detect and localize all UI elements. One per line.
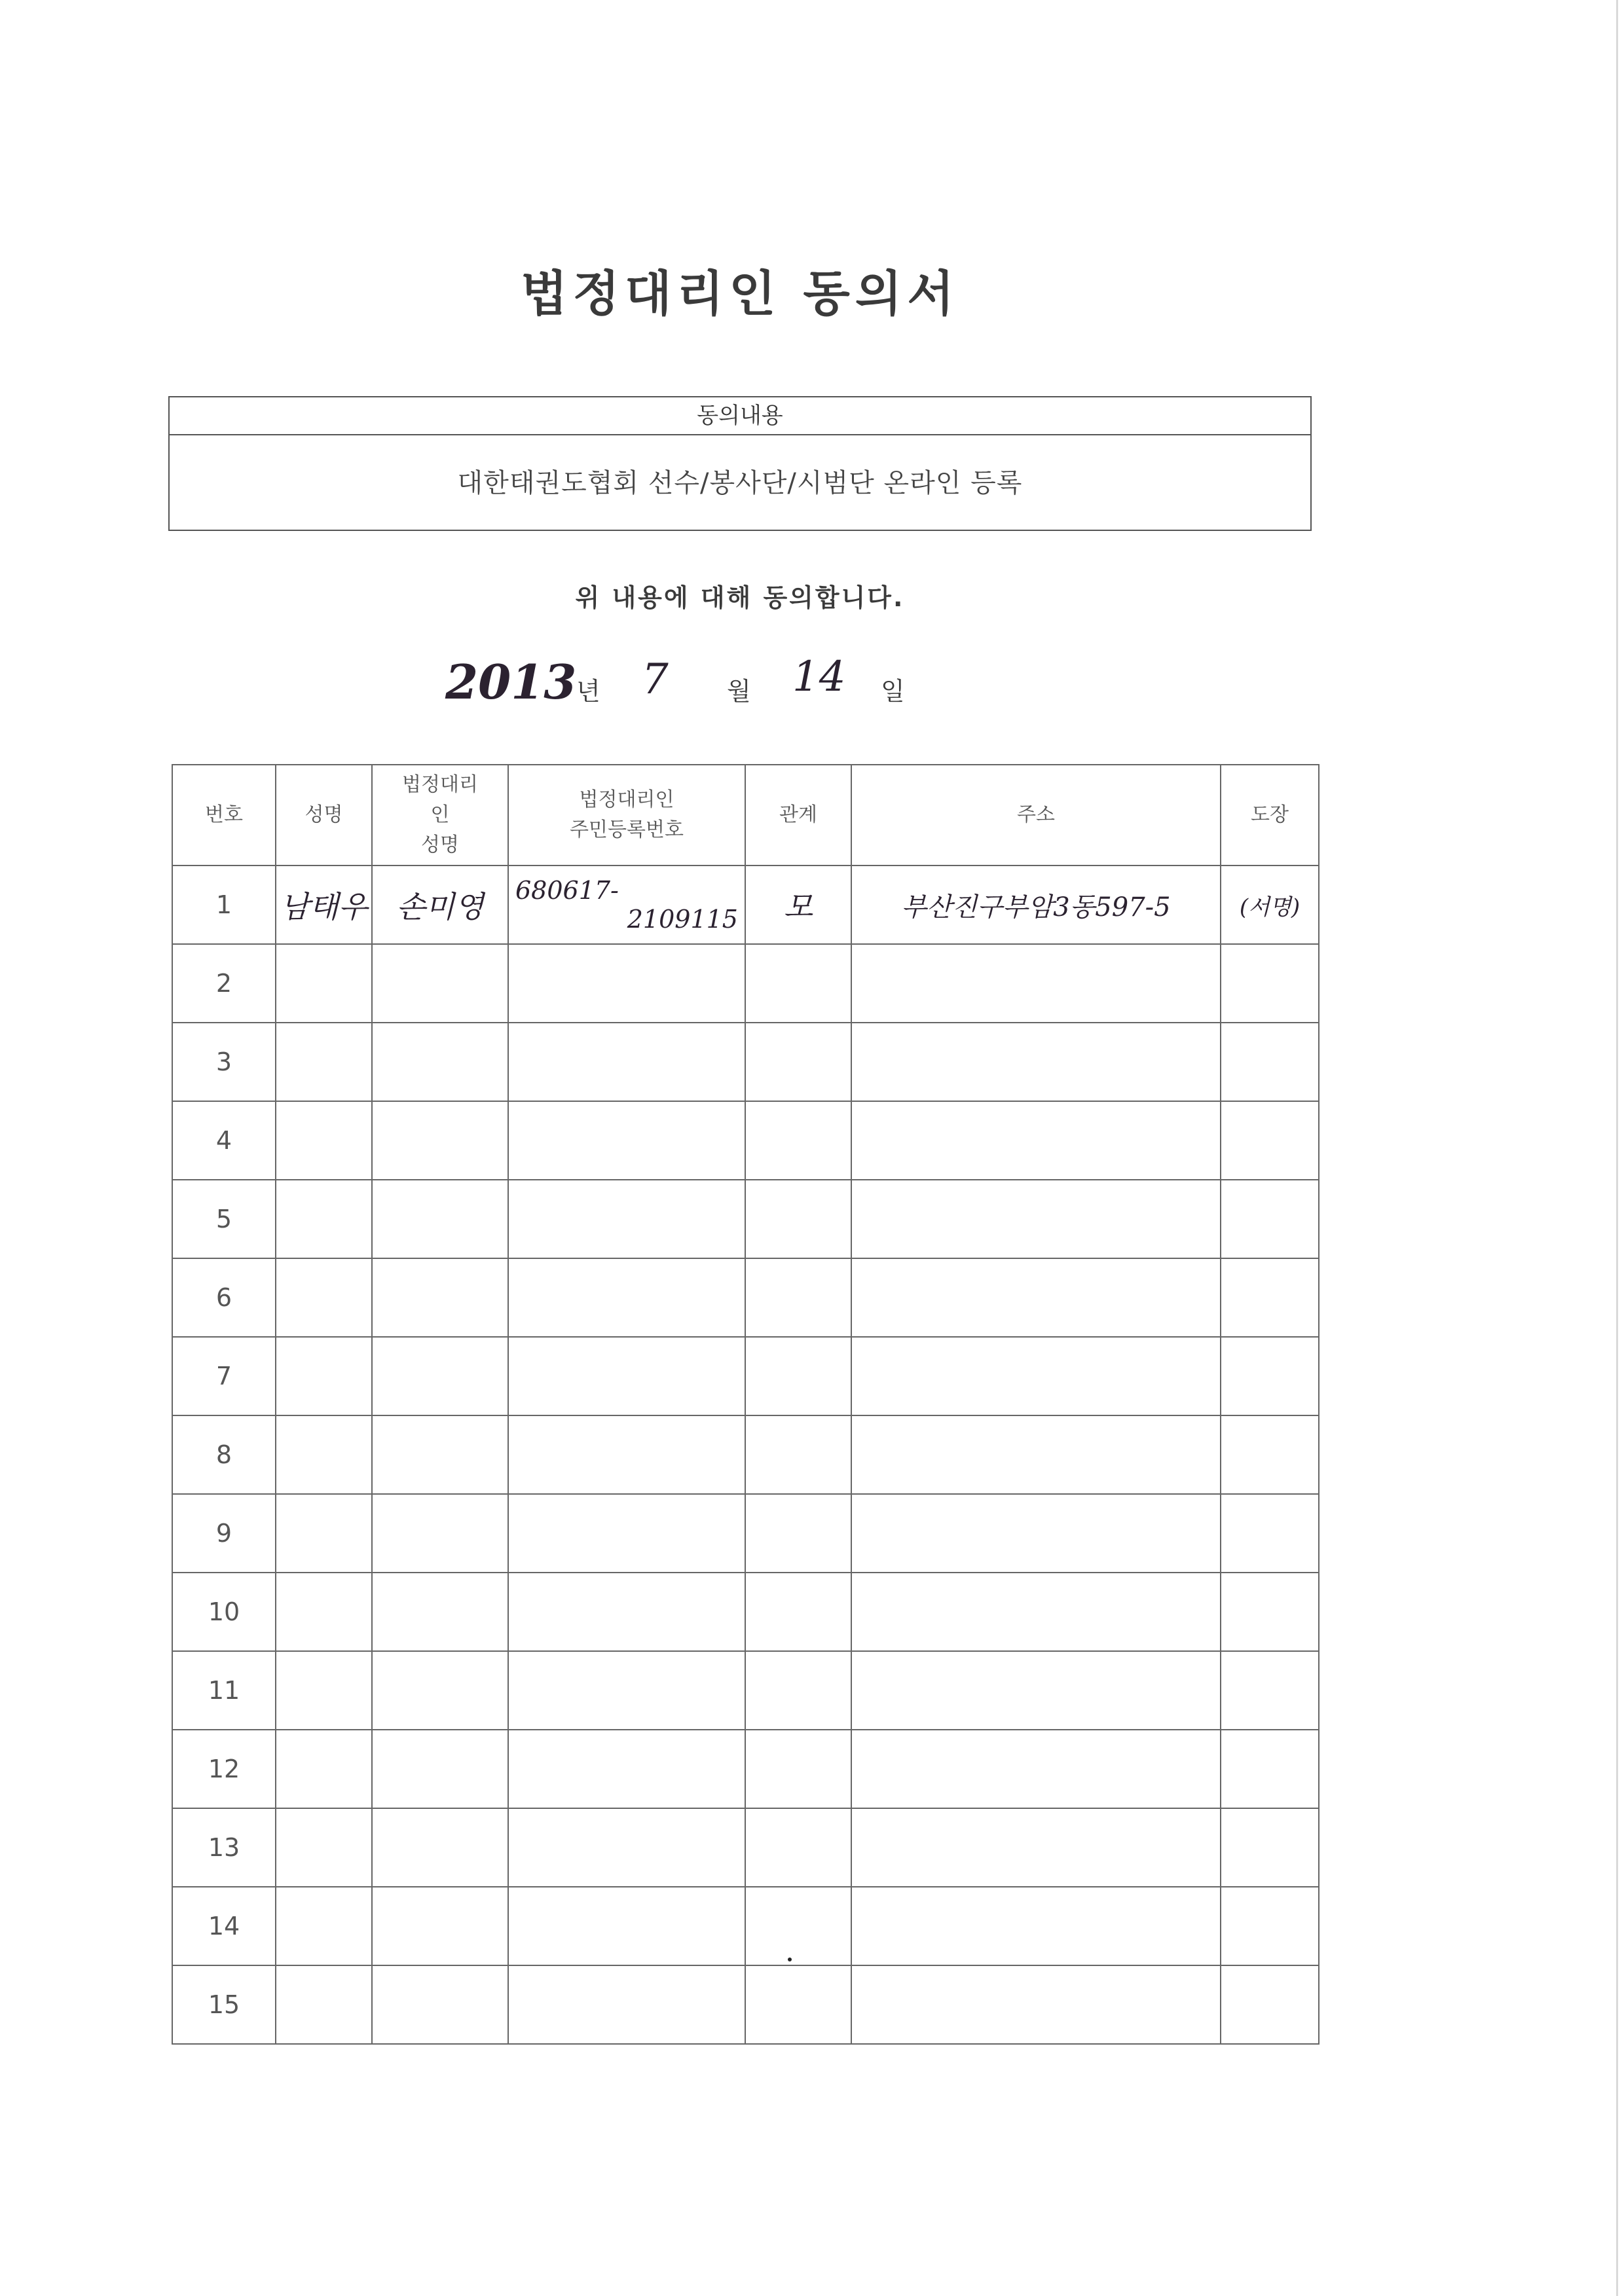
cell-guardian-name	[372, 1808, 508, 1887]
cell-relation	[745, 1258, 851, 1337]
cell-guardian-id	[508, 866, 745, 944]
cell-number: 12	[172, 1730, 276, 1808]
cell-address	[851, 1965, 1221, 2044]
header-guardian-name-line2: 인	[430, 803, 450, 826]
cell-number: 14	[172, 1887, 276, 1965]
cell-name-value: 남태우	[280, 889, 368, 924]
table-row	[172, 1337, 1319, 1415]
cell-number: 6	[172, 1258, 276, 1337]
cell-number: 11	[172, 1651, 276, 1730]
header-guardian-name-line3: 성명	[421, 833, 459, 856]
table-row	[172, 1258, 1319, 1337]
cell-guardian-id	[508, 1730, 745, 1808]
cell-guardian-id	[508, 1180, 745, 1258]
cell-guardian-id	[508, 1573, 745, 1651]
cell-guardian-id	[508, 1887, 745, 1965]
cell-guardian-id	[508, 1808, 745, 1887]
cell-number: 3	[172, 1023, 276, 1101]
cell-address	[851, 1023, 1221, 1101]
cell-guardian-name	[372, 1730, 508, 1808]
date-day-label: 일	[881, 677, 905, 706]
cell-relation	[745, 1023, 851, 1101]
cell-guardian-name	[372, 1651, 508, 1730]
cell-seal	[1221, 1808, 1319, 1887]
cell-guardian-name	[372, 1965, 508, 2044]
cell-address	[851, 1651, 1221, 1730]
cell-number: 7	[172, 1337, 276, 1415]
cell-address	[851, 1808, 1221, 1887]
cell-name	[276, 1887, 372, 1965]
cell-seal	[1221, 1258, 1319, 1337]
table-row	[172, 1101, 1319, 1180]
cell-guardian-id	[508, 1337, 745, 1415]
cell-guardian-name	[372, 1337, 508, 1415]
cell-guardian-name	[372, 1101, 508, 1180]
cell-guardian-id	[508, 944, 745, 1023]
cell-relation	[745, 1180, 851, 1258]
cell-guardian-id	[508, 1651, 745, 1730]
table-row	[172, 1887, 1319, 1965]
cell-address	[851, 1494, 1221, 1573]
cell-guardian-id	[508, 1258, 745, 1337]
cell-guardian-name	[372, 1180, 508, 1258]
cell-address	[851, 1415, 1221, 1494]
page-edge	[1616, 0, 1618, 2296]
header-guardian-id	[508, 765, 745, 866]
table-row	[172, 1180, 1319, 1258]
cell-number: 1	[172, 866, 276, 944]
cell-number: 2	[172, 944, 276, 1023]
consent-header: 동의내용	[170, 397, 1310, 435]
cell-name	[276, 1101, 372, 1180]
cell-guardian-name	[372, 866, 508, 944]
cell-relation	[745, 1808, 851, 1887]
agreement-text: 위 내용에 대해 동의합니다.	[575, 583, 905, 612]
cell-guardian-name	[372, 1258, 508, 1337]
cell-name	[276, 1573, 372, 1651]
table-row	[172, 1965, 1319, 2044]
cell-number: 13	[172, 1808, 276, 1887]
table-row	[172, 944, 1319, 1023]
cell-seal	[1221, 944, 1319, 1023]
cell-guardian-name-value: 손미영	[396, 889, 484, 924]
cell-address-value: 부산진구부암3동597-5	[901, 892, 1171, 922]
cell-address	[851, 1258, 1221, 1337]
document-title: 법정대리인 동의서	[521, 266, 959, 322]
cell-address	[851, 866, 1221, 944]
cell-relation	[745, 1730, 851, 1808]
cell-guardian-name	[372, 1494, 508, 1573]
cell-guardian-name	[372, 944, 508, 1023]
cell-seal	[1221, 1101, 1319, 1180]
cell-address	[851, 1101, 1221, 1180]
cell-relation	[745, 1965, 851, 2044]
cell-relation-value: 모	[783, 889, 813, 924]
cell-seal	[1221, 1023, 1319, 1101]
table-header-row	[172, 765, 1319, 866]
cell-relation	[745, 866, 851, 944]
header-relation: 관계	[745, 765, 851, 866]
cell-address	[851, 944, 1221, 1023]
cell-name	[276, 1258, 372, 1337]
table-row	[172, 1730, 1319, 1808]
cell-relation	[745, 1337, 851, 1415]
cell-seal	[1221, 1494, 1319, 1573]
cell-address	[851, 1730, 1221, 1808]
cell-name	[276, 1415, 372, 1494]
cell-seal	[1221, 1180, 1319, 1258]
cell-guardian-name	[372, 1415, 508, 1494]
date-day-value: 14	[792, 653, 846, 701]
table-row	[172, 1415, 1319, 1494]
cell-address	[851, 1337, 1221, 1415]
cell-number: 9	[172, 1494, 276, 1573]
cell-name	[276, 1808, 372, 1887]
cell-guardian-id	[508, 1494, 745, 1573]
cell-relation	[745, 1651, 851, 1730]
date-year-label: 년	[576, 677, 600, 706]
cell-guardian-name	[372, 1573, 508, 1651]
table-row	[172, 1808, 1319, 1887]
cell-number: 5	[172, 1180, 276, 1258]
header-address: 주소	[851, 765, 1221, 866]
cell-relation	[745, 944, 851, 1023]
ink-speck	[788, 1958, 792, 1961]
cell-address	[851, 1573, 1221, 1651]
cell-relation	[745, 1887, 851, 1965]
cell-seal	[1221, 1651, 1319, 1730]
date-month-label: 월	[727, 677, 751, 706]
consent-box	[168, 396, 1312, 531]
consent-content: 대한태권도협회 선수/봉사단/시범단 온라인 등록	[457, 468, 1023, 498]
header-guardian-id-line2: 주민등록번호	[570, 818, 684, 841]
cell-name	[276, 1180, 372, 1258]
cell-name	[276, 944, 372, 1023]
date-month-value: 7	[642, 655, 669, 704]
cell-guardian-id	[508, 1101, 745, 1180]
cell-name	[276, 1730, 372, 1808]
cell-guardian-id-line2: 2109115	[627, 905, 738, 934]
cell-relation	[745, 1573, 851, 1651]
header-guardian-name-line1: 법정대리	[402, 773, 478, 796]
table-row	[172, 1651, 1319, 1730]
cell-name	[276, 1651, 372, 1730]
cell-seal	[1221, 1573, 1319, 1651]
cell-seal-value: (서명)	[1239, 894, 1301, 920]
cell-seal	[1221, 1965, 1319, 2044]
table-row	[172, 1023, 1319, 1101]
cell-name	[276, 1494, 372, 1573]
cell-guardian-id	[508, 1023, 745, 1101]
cell-seal	[1221, 1887, 1319, 1965]
cell-relation	[745, 1101, 851, 1180]
cell-number: 10	[172, 1573, 276, 1651]
cell-guardian-name	[372, 1023, 508, 1101]
cell-number: 8	[172, 1415, 276, 1494]
header-name: 성명	[276, 765, 372, 866]
cell-seal	[1221, 866, 1319, 944]
cell-relation	[745, 1415, 851, 1494]
cell-number: 15	[172, 1965, 276, 2044]
table-row	[172, 1494, 1319, 1573]
table-body	[172, 866, 1319, 2044]
cell-number: 4	[172, 1101, 276, 1180]
cell-guardian-id	[508, 1965, 745, 2044]
cell-name	[276, 866, 372, 944]
cell-name	[276, 1337, 372, 1415]
cell-address	[851, 1887, 1221, 1965]
cell-guardian-id	[508, 1415, 745, 1494]
table-row	[172, 866, 1319, 944]
header-guardian-name	[372, 765, 508, 866]
cell-guardian-id-line1: 680617-	[515, 876, 619, 905]
date-year-value: 2013	[445, 654, 577, 710]
header-seal: 도장	[1221, 765, 1319, 866]
cell-guardian-name	[372, 1887, 508, 1965]
cell-seal	[1221, 1415, 1319, 1494]
registration-table	[172, 764, 1320, 2045]
cell-seal	[1221, 1730, 1319, 1808]
header-number: 번호	[172, 765, 276, 866]
cell-name	[276, 1023, 372, 1101]
cell-name	[276, 1965, 372, 2044]
cell-address	[851, 1180, 1221, 1258]
cell-relation	[745, 1494, 851, 1573]
header-guardian-id-line1: 법정대리인	[579, 788, 674, 811]
cell-seal	[1221, 1337, 1319, 1415]
table-row	[172, 1573, 1319, 1651]
